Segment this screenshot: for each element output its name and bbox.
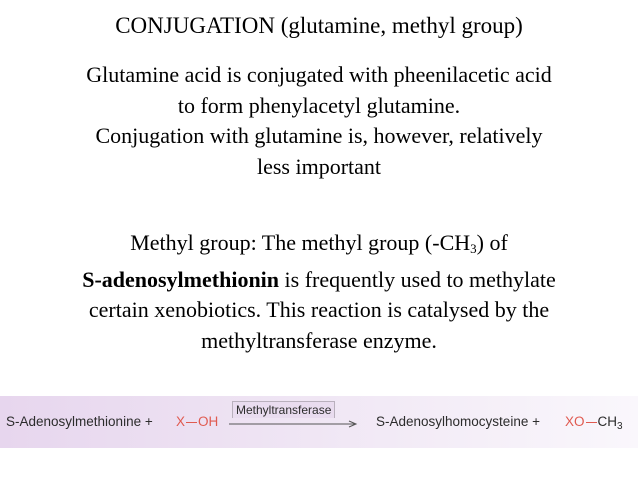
reaction-arrow-icon (229, 419, 361, 429)
bond-dash-2 (586, 422, 597, 423)
substrate-x: X (176, 414, 186, 429)
product-ch3-sub: 3 (617, 421, 623, 432)
slide-title: CONJUGATION (glutamine, methyl group) (115, 13, 523, 38)
methyl-line-2-rest: is frequently used to methylate (279, 266, 556, 292)
reactant-label: S-Adenosylmethionine + (6, 414, 153, 429)
glutamine-line-1: Glutamine acid is conjugated with pheenilacetic acid (86, 62, 552, 87)
product-xo-ch3 (565, 414, 623, 432)
product-label: S-Adenosylhomocysteine + (376, 414, 540, 429)
product-xo: XO (565, 414, 585, 429)
methyl-line-1-end: ) of (476, 230, 508, 255)
methyl-line-2 (6, 265, 632, 296)
enzyme-label: Methyltransferase (232, 401, 335, 418)
glutamine-line-2: to form phenylacetyl glutamine. (177, 92, 461, 118)
glutamine-paragraph (6, 60, 632, 182)
substrate-oh: OH (198, 414, 219, 429)
methyl-line-3: certain xenobiotics. This reaction is catalysed by the (88, 297, 550, 322)
glutamine-line-4: less important (256, 153, 382, 179)
glutamine-line-3: Conjugation with glutamine is, however, relatively (95, 123, 543, 148)
reaction-scheme (0, 396, 638, 448)
methyl-line-1-text: Methyl group: The methyl group (-CH (130, 230, 471, 255)
methyl-paragraph (6, 228, 632, 356)
methyl-subscript: 3 (470, 241, 477, 256)
substrate-x-oh (176, 414, 218, 429)
methyl-line-4: methyltransferase enzyme. (201, 327, 437, 353)
product-ch: CH (597, 414, 618, 429)
sam-term: S-adenosylmethionin (82, 266, 280, 292)
bond-dash (186, 422, 197, 423)
methyl-line-1 (6, 228, 632, 265)
